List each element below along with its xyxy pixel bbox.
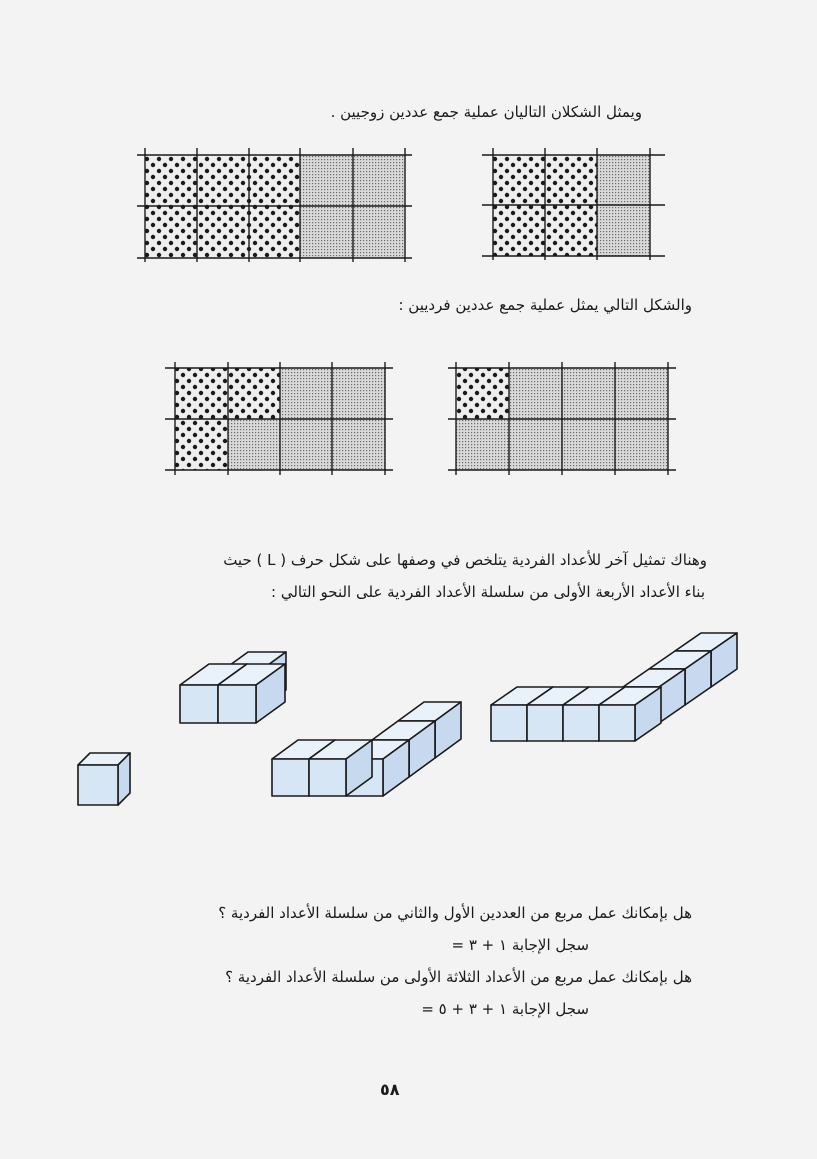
dotted-region-bottom: [175, 419, 228, 470]
cube: [78, 753, 130, 805]
l-shape-seven-cubes: [491, 633, 737, 741]
even-sum-large-figure: [137, 148, 412, 262]
odd-sum-large-figure: [165, 362, 393, 475]
question-2: هل بإمكانك عمل مربع من الأعداد الثلاثة الأولى من سلسلة الأعداد الفردية ؟: [225, 968, 692, 986]
question-1: هل بإمكانك عمل مربع من العددين الأول والثاني من سلسلة الأعداد الفردية ؟: [218, 904, 692, 922]
dotted-region: [456, 368, 509, 419]
even-sum-small-figure: [482, 148, 665, 260]
odd-sum-caption: والشكل التالي يمثل عملية جمع عددين فرديين :: [398, 296, 692, 314]
odd-sum-small-figure: [448, 362, 676, 475]
l-shape-text-line1: وهناك تمثيل آخر للأعداد الفردية يتلخص في وصفها على شكل حرف ( L ) حيث: [223, 551, 707, 569]
l-shape-text-line2: بناء الأعداد الأربعة الأولى من سلسلة الأعداد الفردية على النحو التالي :: [271, 583, 705, 601]
l-shape-one-cube: [78, 753, 130, 805]
answer-1: سجل الإجابة ١ + ٣ =: [451, 936, 589, 954]
l-shape-five-cubes: [272, 702, 461, 796]
page-number: ٥٨: [380, 1080, 400, 1099]
even-sum-caption: ويمثل الشكلان التاليان عملية جمع عددين زوجيين .: [330, 103, 642, 121]
l-shape-three-cubes: [180, 652, 286, 723]
answer-2: سجل الإجابة ١ + ٣ + ٥ =: [421, 1000, 589, 1018]
